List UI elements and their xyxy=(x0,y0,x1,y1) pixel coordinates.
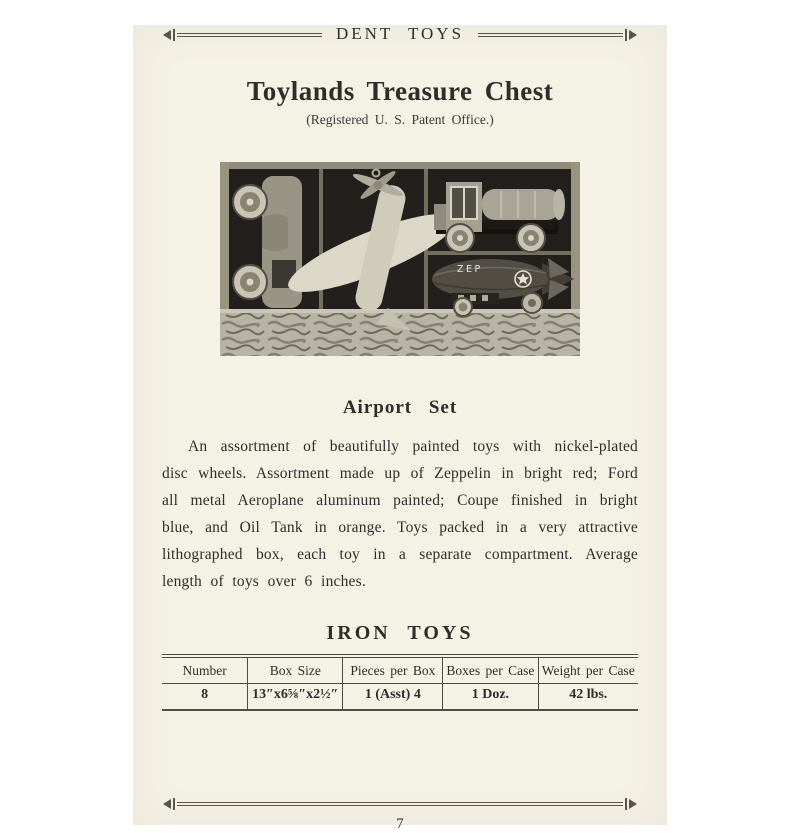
column-header-pieces-per-box: Pieces per Box xyxy=(343,658,443,684)
divider xyxy=(428,251,571,255)
column-header-boxes-per-case: Boxes per Case xyxy=(443,658,538,684)
cell-box-size: 13″x6⅝″x2½″ xyxy=(248,684,343,711)
product-description: An assortment of beautifully painted toys with nickel-plated disc wheels. Assortment made up of Zeppelin in bright red; Ford all metal Aeroplane aluminum painted; Coupe finished in bright blue, and Oil Tank in orange. Toys packed in a very attractive lithographed box, each toy in a separate compartment. Average length of toys over 6 inches. xyxy=(162,438,638,590)
table-header-row xyxy=(162,658,638,684)
cell-boxes-per-case: 1 Doz. xyxy=(443,684,538,711)
rule-line xyxy=(478,33,623,37)
page-title: Toylands Treasure Chest xyxy=(246,76,554,106)
iron-toys-table xyxy=(162,654,638,711)
catalog-page xyxy=(133,24,667,832)
rule-endbar-right-icon xyxy=(625,29,627,41)
rule-line xyxy=(177,33,322,37)
rule-endbar-left-icon xyxy=(173,29,175,41)
page-number: 7 xyxy=(396,816,404,832)
cell-weight-per-case: 42 lbs. xyxy=(569,687,608,702)
table-row xyxy=(162,684,638,711)
zeppelin-marking: ZEP xyxy=(457,264,483,275)
header-rule xyxy=(163,25,637,45)
cell-number: 8 xyxy=(162,684,248,711)
rule-arrow-left-icon xyxy=(163,799,171,809)
rule-line xyxy=(177,802,623,806)
cell-pieces-per-box: 1 (Asst) 4 xyxy=(343,684,443,711)
column-header-box-size: Box Size xyxy=(248,658,343,684)
column-header-number: Number xyxy=(162,658,248,684)
section-heading-airport-set: Airport Set xyxy=(342,397,458,418)
product-photo xyxy=(220,160,580,360)
registration-note: (Registered U. S. Patent Office.) xyxy=(306,112,494,127)
brand-title: DENT TOYS xyxy=(335,24,465,43)
section-heading-iron-toys: IRON TOYS xyxy=(326,622,474,644)
rule-arrow-right-icon xyxy=(629,799,637,809)
column-header-weight-per-case: Weight per Case xyxy=(538,658,638,684)
rule-arrow-right-icon xyxy=(629,30,637,40)
rule-arrow-left-icon xyxy=(163,30,171,40)
